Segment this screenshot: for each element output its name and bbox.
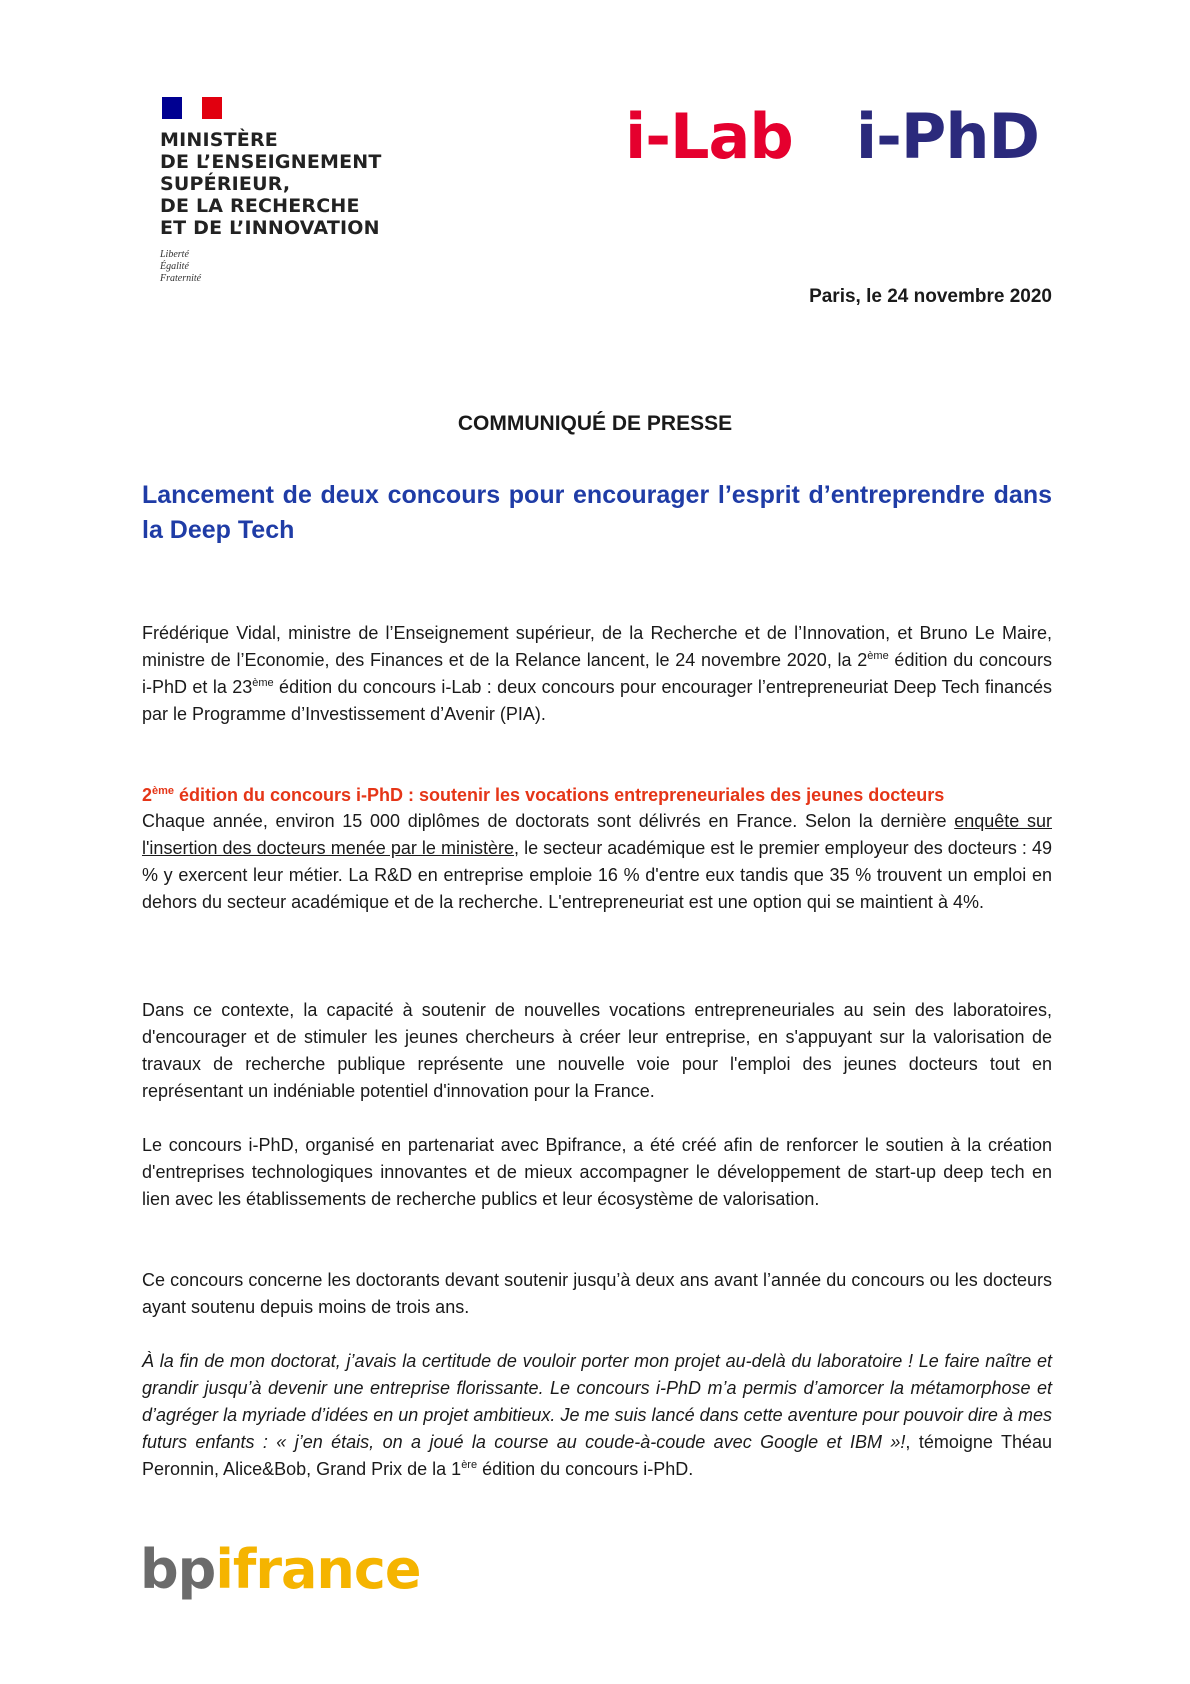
ministry-line: DE LA RECHERCHE	[160, 195, 360, 217]
ministry-logo	[160, 97, 420, 285]
paragraph-partnership: Le concours i-PhD, organisé en partenariat avec Bpifrance, a été créé afin de renforcer le soutien à la création d'entreprises technologiques innovantes et de mieux accompagner le développement de start-up deep tech en lien avec les établissements de recherche publics et leur écosystème de valorisation.	[142, 1135, 1052, 1209]
ministry-line: ET DE L’INNOVATION	[160, 217, 380, 239]
page-title: COMMUNIQUÉ DE PRESSE	[457, 412, 733, 435]
ministry-line: SUPÉRIEUR,	[160, 173, 291, 195]
testimonial-end: édition du concours i-PhD.	[477, 1459, 694, 1479]
ministry-line: DE L’ENSEIGNEMENT	[160, 151, 382, 173]
intro-text: édition du concours i-Lab : deux concours pour encourager l’entrepreneuriat Deep Tech financés par le Programme d’Investissement d’Avenir (PIA).	[142, 677, 1052, 724]
paragraph-testimonial	[142, 1348, 1052, 1483]
press-date: Paris, le 24 novembre 2020	[809, 286, 1052, 307]
motto-line: Liberté	[160, 249, 189, 260]
superscript: ème	[152, 785, 175, 797]
iphd-logo-text: i-PhD	[855, 100, 1039, 173]
section-text: édition du concours i-PhD : soutenir les vocations entrepreneuriales des jeunes docteurs	[174, 785, 945, 805]
paragraph-eligibility: Ce concours concerne les doctorants devant soutenir jusqu’à deux ans avant l’année du concours ou les docteurs ayant soutenu depuis moins de trois ans.	[142, 1270, 1052, 1317]
section-number: 2	[142, 785, 153, 805]
paragraph-statistics	[142, 808, 1052, 916]
france-logo-text: france	[232, 1538, 421, 1601]
flag-stripe-red	[202, 97, 222, 119]
intro-text: édition du concours i-PhD et la 23	[142, 650, 1052, 697]
survey-link[interactable]: enquête sur l'insertion des docteurs menée par le ministère	[142, 811, 1052, 858]
paragraph-text: Chaque année, environ 15 000 diplômes de doctorats sont délivrés en France. Selon la dernière	[142, 811, 955, 831]
paragraph-text: , le secteur académique est le premier employeur des docteurs : 49 % y exercent leur métier. La R&D en entreprise emploie 16 % d'entre eux tandis que 35 % trouvent un emploi en dehors du secteur académique et de la recherche. L'entrepreneuriat est une option qui se maintient à 4%.	[142, 838, 1052, 912]
bpifrance-logo	[140, 1535, 420, 1605]
intro-paragraph	[142, 620, 1052, 728]
bpi-logo-i: i	[215, 1538, 233, 1601]
section-heading	[142, 782, 1052, 809]
motto-line: Fraternité	[160, 273, 202, 284]
bpi-logo-text: bp	[140, 1538, 216, 1601]
superscript: ère	[461, 1459, 478, 1471]
flag-stripe-blue	[162, 97, 182, 119]
ilab-iphd-logo	[625, 97, 1075, 177]
french-flag-icon	[162, 97, 222, 119]
paragraph-context: Dans ce contexte, la capacité à soutenir de nouvelles vocations entrepreneuriales au sein des laboratoires, d'encourager et de stimuler les jeunes chercheurs à créer leur entreprise, en s'appuyant sur la valorisation de travaux de recherche publique représente une nouvelle voie pour l'emploi des jeunes docteurs tout en représentant un indéniable potentiel d'innovation pour la France.	[142, 1000, 1052, 1101]
republic-motto	[160, 249, 420, 285]
motto-line: Égalité	[160, 261, 189, 272]
headline: Lancement de deux concours pour encourager l’esprit d’entreprendre dans la Deep Tech	[142, 481, 1052, 544]
superscript: ème	[252, 677, 274, 689]
ministry-line: MINISTÈRE	[160, 129, 278, 151]
flag-stripe-white	[182, 97, 202, 119]
superscript: ème	[867, 650, 889, 662]
ministry-name	[160, 129, 420, 239]
testimonial-attribution: , témoigne Théau Peronnin, Alice&Bob, Grand Prix de la 1	[142, 1432, 1052, 1479]
intro-text: Frédérique Vidal, ministre de l’Enseignement supérieur, de la Recherche et de l’Innovation, et Bruno Le Maire, ministre de l’Economie, des Finances et de la Relance lancent, le 24 novembre 2020, la 2	[142, 623, 1052, 670]
ilab-logo-text: i-Lab	[625, 100, 793, 173]
testimonial-quote: À la fin de mon doctorat, j’avais la certitude de vouloir porter mon projet au-delà du laboratoire ! Le faire naître et grandir jusqu’à devenir une entreprise florissante. Le concours i-PhD m’a permis d’amorcer la métamorphose et d’agréger la myriade d’idées en un projet ambitieux. Je me suis lancé dans cette aventure pour pouvoir dire à mes futurs enfants : « j’en étais, on a joué la course au coude-à-coude avec Google et IBM »!	[142, 1351, 1052, 1452]
